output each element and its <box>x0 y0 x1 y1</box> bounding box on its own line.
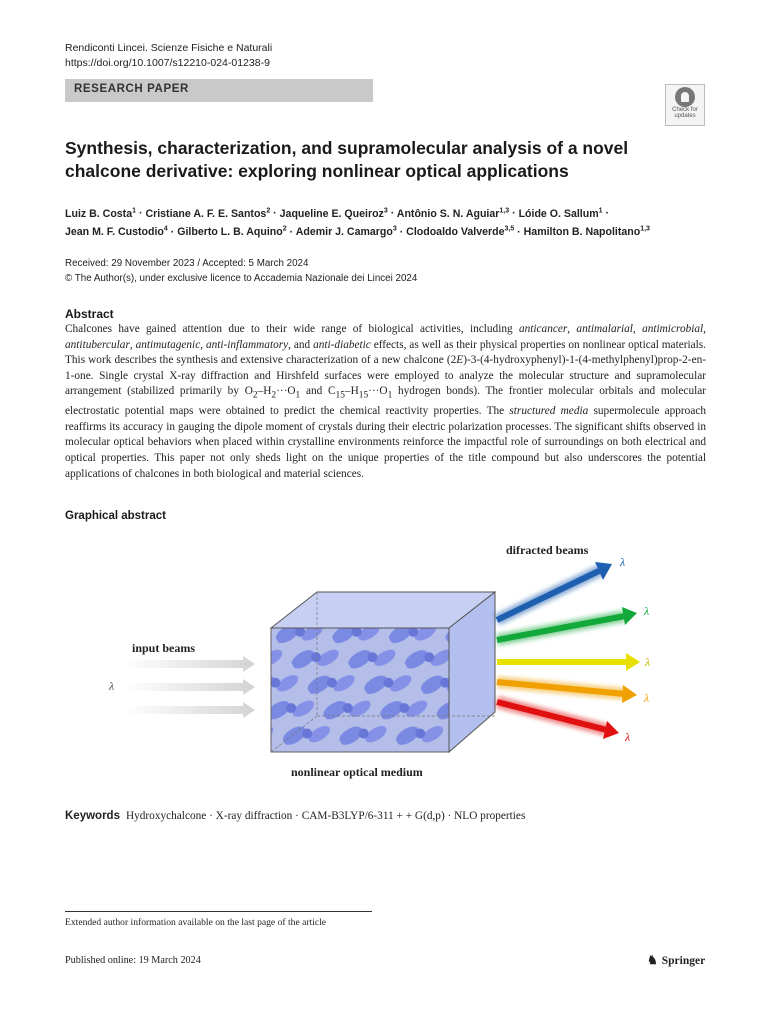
published-date: Published online: 19 March 2024 <box>65 955 201 966</box>
lambda-red: λ <box>625 730 631 744</box>
footnote: Extended author information available on the last page of the article <box>65 917 327 928</box>
crystal-box <box>271 592 495 752</box>
article-type: RESEARCH PAPER <box>74 83 189 95</box>
graphical-abstract-figure <box>95 530 685 785</box>
abstract-heading: Abstract <box>65 307 114 321</box>
author[interactable]: Jean M. F. Custodio$^4$ <box>65 225 168 239</box>
author[interactable]: Clodoaldo Valverde$^{3,5}$ <box>406 225 515 239</box>
doi-link[interactable]: https://doi.org/10.1007/s12210-024-01238-9 <box>65 57 270 69</box>
author[interactable]: Jaqueline E. Queiroz$^3$ <box>279 207 388 220</box>
lambda-orange: λ <box>644 691 650 705</box>
graphical-abstract-heading: Graphical abstract <box>65 510 166 522</box>
author[interactable]: Hamilton B. Napolitano$^{1,3}$ <box>523 225 650 239</box>
author[interactable]: Gilberto L. B. Aquino$^2$ <box>177 225 287 239</box>
beam-red <box>497 702 619 739</box>
footnote-rule <box>65 911 372 912</box>
keywords-label: Keywords <box>65 810 120 822</box>
medium-label: nonlinear optical medium <box>291 765 423 779</box>
publisher-name: Springer <box>661 955 706 967</box>
input-beams <box>125 656 255 718</box>
copyright-notice: © The Author(s), under exclusive licence to Accademia Nazionale dei Lincei 2024 <box>65 273 418 284</box>
beam-yellow <box>497 653 640 671</box>
beam-orange <box>497 682 637 703</box>
check-for-updates-badge[interactable] <box>665 84 705 126</box>
check-updates-text-2: updates <box>674 113 696 119</box>
check-updates-text-1: Check for <box>672 107 698 113</box>
article-dates <box>65 256 417 286</box>
beam-blue <box>497 562 612 620</box>
diffracted-beams-label: difracted beams <box>506 543 589 557</box>
abstract-body: Chalcones have gained attention due to their wide range of biological activities, including anticancer, antimalarial, antimicrobial, antitubercular, antimutagenic, anti-inflammatory, and anti-diabetic effects, as well as their physical properties on nonlinear optical materials. This work describes the synthesis and extensive characterization of a new chalcone (2E)-3-(4-hydroxyphenyl)-1-(4-methylphenyl)prop-2-en-1-one. Single crystal X-ray diffraction and Hirshfeld surfaces were employed to analyze the molecular structure and supramolecular arrangement (stabilized primarily by $O_2-H_2\cdot\cdot\cdot O_1$ and $C_{15}-H_{15}\cdot\cdot\cdot O_1$ hydrogen bonds). The frontier molecular orbitals and molecular electrostatic potential maps were obtained to predict the chemical reactivity properties. The structured media supermolecule approach reaffirms its accuracy in gauging the dipole moment of crystals during their electric polarization processes. The significant shifts observed in molecular optical behaviors when placed within crystalline environments reinforce the impactful role of surroundings on both electrical and optical properties. This paper not only sheds light on the unique properties of the title compound but also underscores the potential applications of chalcones in both biological and material sciences. <box>65 323 707 480</box>
author-list: Luiz B. Costa$^1$ · Cristiane A. F. E. Santos$^2$ · Jaqueline E. Queiroz$^3$ · Antônio S. N. Aguiar$^{1,3}$ · Lóide O. Sallum$^1$ · Jean M. F. Custodio$^4$ · Gilberto L. B. Aquino$^2$ · Ademir J. Camargo$^3$ · Clodoaldo Valverde$^{3,5}$ · Hamilton B. Napolitano$^{1,3}$ <box>65 207 650 239</box>
author[interactable]: Luiz B. Costa$^1$ <box>65 207 137 220</box>
keywords-text: Hydroxychalcone · X-ray diffraction · CAM-B3LYP/6-311 + + G(d,p) · NLO properties <box>125 810 526 822</box>
check-updates-icon <box>675 87 695 107</box>
paper-title: Synthesis, characterization, and supramolecular analysis of a novel chalcone derivative: exploring nonlinear optical applications <box>65 138 629 181</box>
journal-name: Rendiconti Lincei. Scienze Fisiche e Naturali <box>65 42 273 54</box>
springer-horse-icon: ♞ <box>647 953 658 967</box>
input-lambda: λ <box>109 679 115 693</box>
article-type-banner <box>65 79 373 102</box>
received-accepted: Received: 29 November 2023 / Accepted: 5 March 2024 <box>65 258 309 269</box>
keywords <box>65 810 525 822</box>
journal-header <box>65 41 272 71</box>
input-beams-label: input beams <box>132 641 196 655</box>
lambda-yellow: λ <box>645 655 651 669</box>
lambda-blue: λ <box>620 555 626 569</box>
diffracted-beams <box>497 562 640 739</box>
author[interactable]: Cristiane A. F. E. Santos$^2$ <box>145 207 271 220</box>
publisher-logo <box>647 953 705 968</box>
author[interactable]: Ademir J. Camargo$^3$ <box>295 225 397 239</box>
author[interactable]: Lóide O. Sallum$^1$ <box>518 207 603 220</box>
lambda-green: λ <box>644 604 650 618</box>
author[interactable]: Antônio S. N. Aguiar$^{1,3}$ <box>396 207 510 220</box>
